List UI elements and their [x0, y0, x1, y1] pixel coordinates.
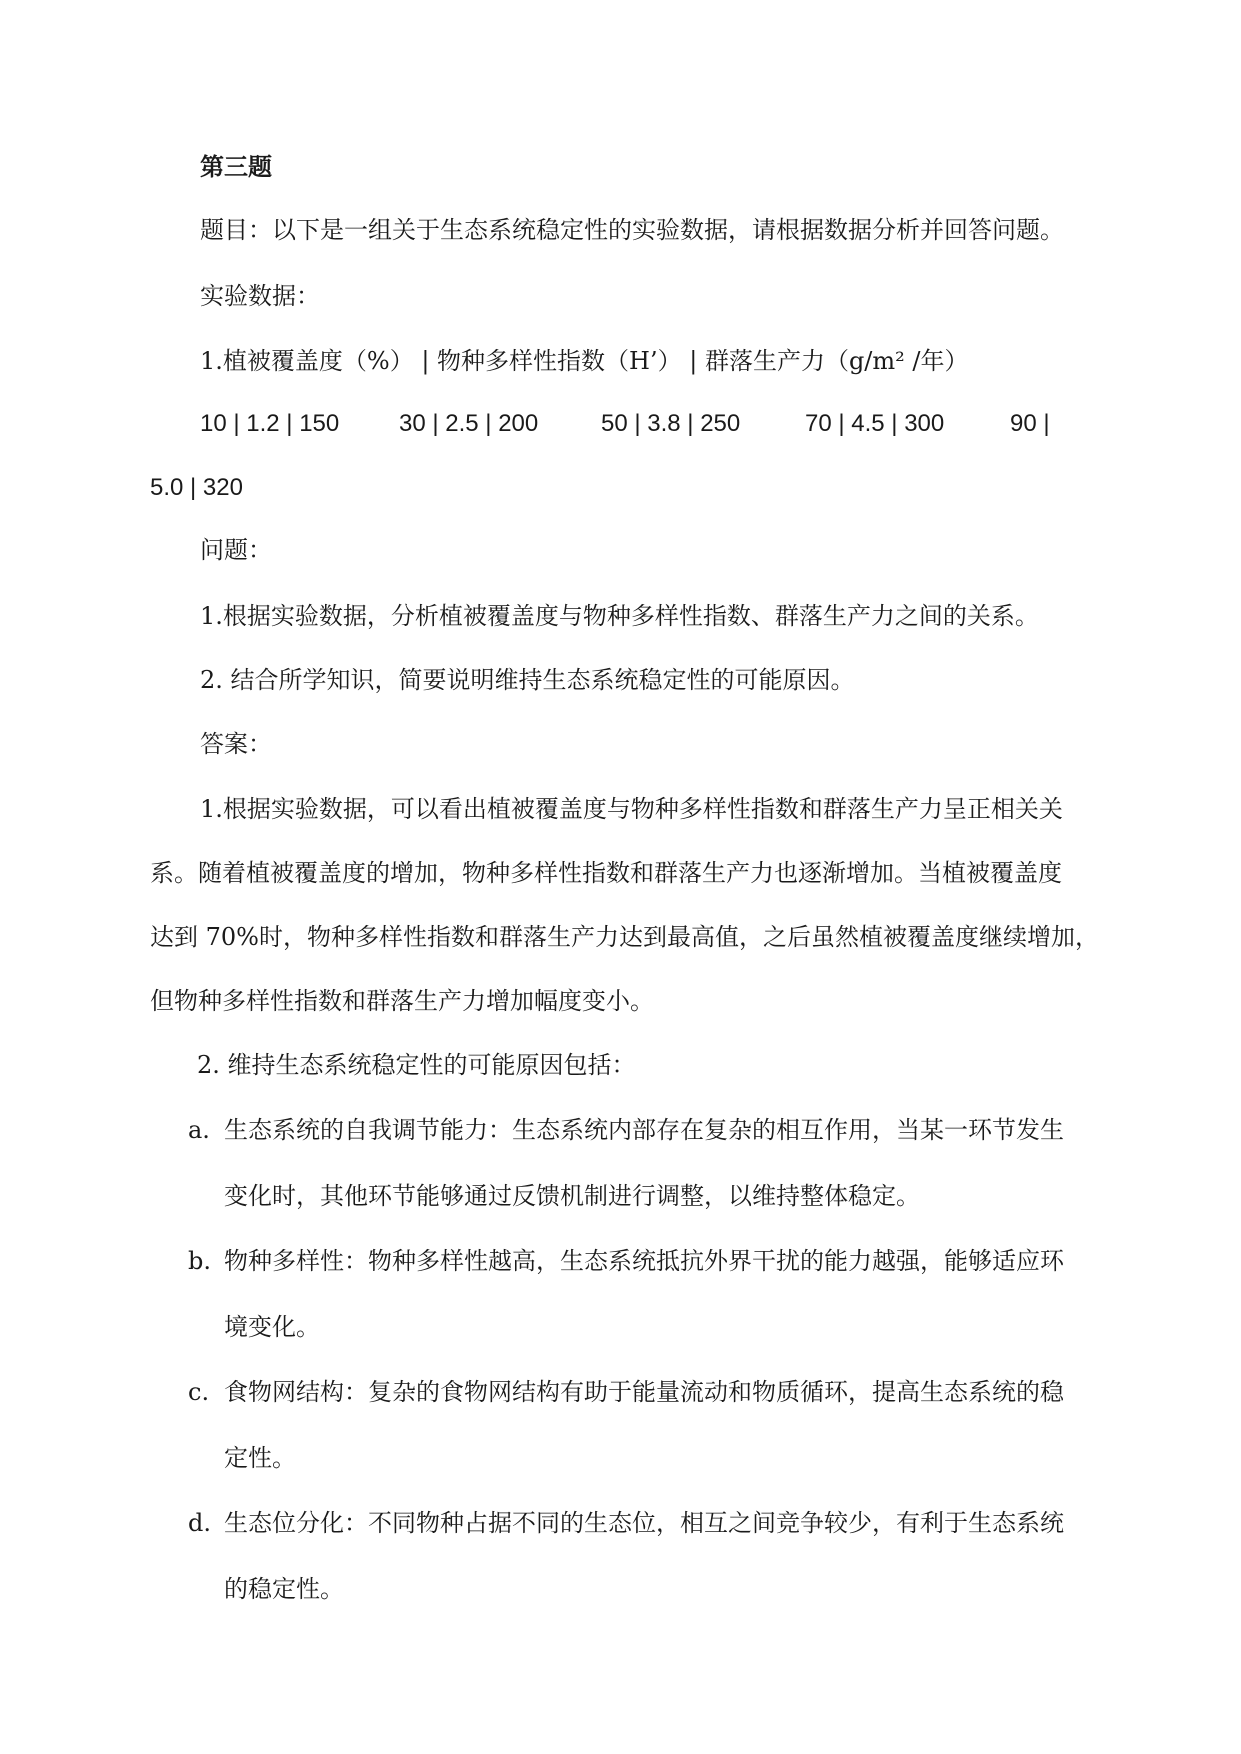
- list-item-line: 生态位分化：不同物种占据不同的生态位，相互之间竞争较少，有利于生态系统: [224, 1509, 1064, 1537]
- data-group-1: 10 | 1.2 | 150: [200, 410, 340, 437]
- data-group-5-start: 90 |: [1010, 410, 1050, 437]
- list-item-line: 变化时，其他环节能够通过反馈机制进行调整，以维持整体稳定。: [224, 1182, 920, 1210]
- list-marker: b.: [188, 1247, 211, 1275]
- data-group-4: 70 | 4.5 | 300: [805, 410, 945, 437]
- list-marker: c.: [188, 1378, 210, 1406]
- questions-label: 问题：: [200, 536, 272, 564]
- question-2: 2. 结合所学知识，简要说明维持生态系统稳定性的可能原因。: [200, 666, 855, 694]
- question-1: 1.根据实验数据，分析植被覆盖度与物种多样性指数、群落生产力之间的关系。: [200, 602, 1039, 630]
- list-item-line: 境变化。: [224, 1313, 320, 1341]
- data-row-continued: 5.0 | 320: [150, 474, 243, 501]
- data-group-3: 50 | 3.8 | 250: [601, 410, 741, 437]
- table-header-row: 1.植被覆盖度（%） | 物种多样性指数（H’） | 群落生产力（g/m² /年）: [200, 347, 969, 375]
- answer-2-intro: 2. 维持生态系统稳定性的可能原因包括：: [197, 1051, 636, 1079]
- answer-1-line: 1.根据实验数据，可以看出植被覆盖度与物种多样性指数和群落生产力呈正相关关: [200, 795, 1063, 823]
- list-marker: d.: [188, 1509, 211, 1537]
- list-item-line: 食物网结构：复杂的食物网结构有助于能量流动和物质循环，提高生态系统的稳: [224, 1378, 1064, 1406]
- question-prompt: 题目：以下是一组关于生态系统稳定性的实验数据，请根据数据分析并回答问题。: [200, 216, 1064, 244]
- answer-1-line: 达到 70%时，物种多样性指数和群落生产力达到最高值，之后虽然植被覆盖度继续增加，: [150, 923, 1099, 951]
- answer-1-line: 但物种多样性指数和群落生产力增加幅度变小。: [150, 987, 654, 1015]
- data-group-2: 30 | 2.5 | 200: [399, 410, 539, 437]
- list-item-line: 的稳定性。: [224, 1575, 344, 1603]
- question-heading: 第三题: [200, 152, 272, 181]
- answer-1-line: 系。随着植被覆盖度的增加，物种多样性指数和群落生产力也逐渐增加。当植被覆盖度: [150, 859, 1062, 887]
- list-item-line: 定性。: [224, 1444, 296, 1472]
- list-item-line: 生态系统的自我调节能力：生态系统内部存在复杂的相互作用，当某一环节发生: [224, 1116, 1064, 1144]
- data-label: 实验数据：: [200, 282, 320, 310]
- list-marker: a.: [188, 1116, 210, 1144]
- answer-label: 答案：: [200, 730, 272, 758]
- list-item-line: 物种多样性：物种多样性越高，生态系统抵抗外界干扰的能力越强，能够适应环: [224, 1247, 1064, 1275]
